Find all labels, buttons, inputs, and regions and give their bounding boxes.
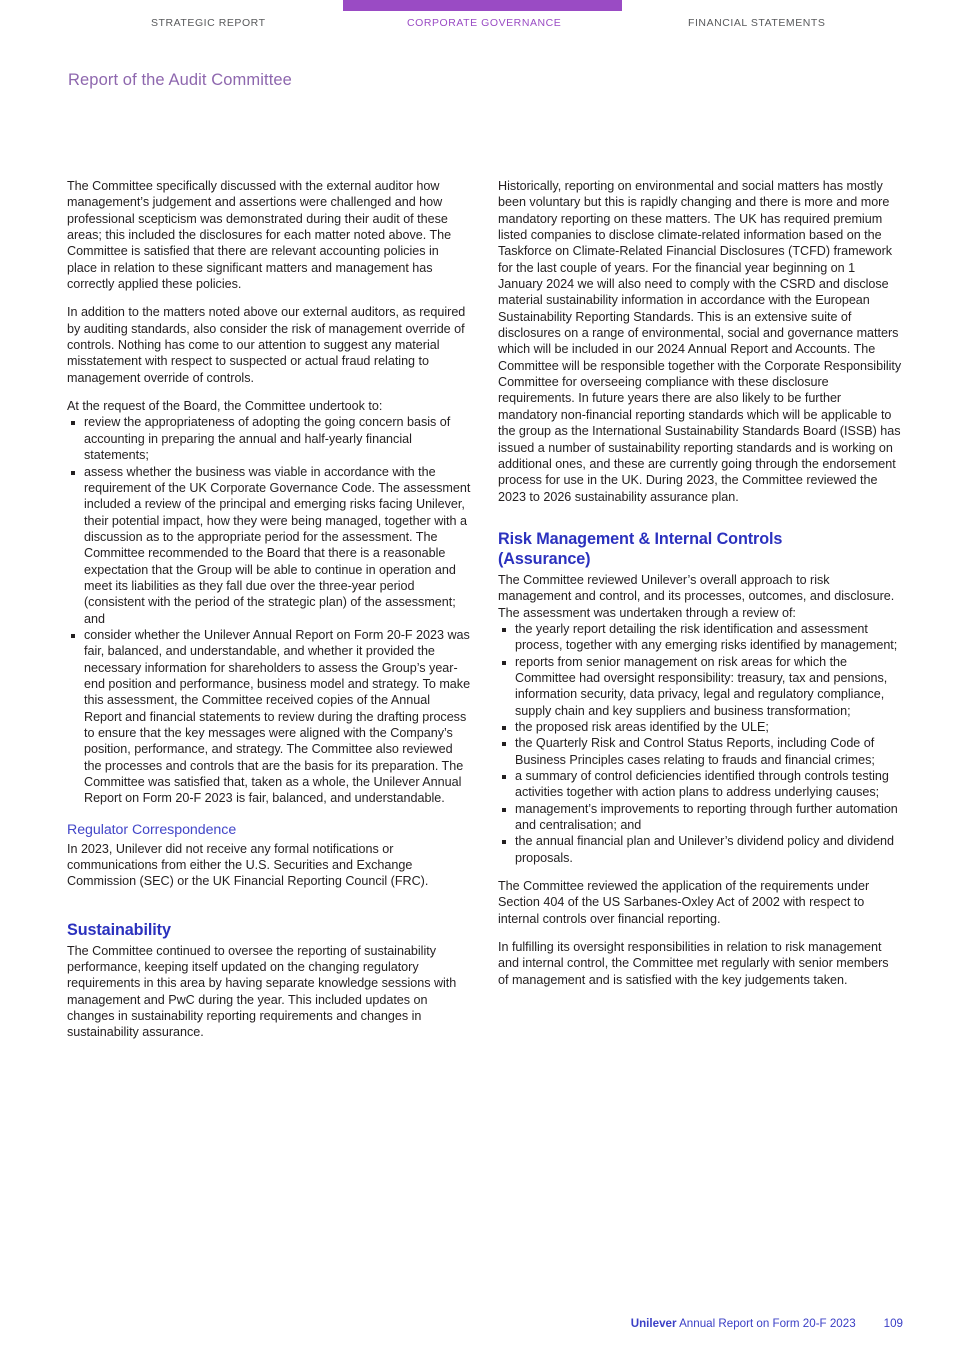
section-heading-sustainability: Sustainability: [67, 920, 171, 939]
section-heading-risk-management: [498, 529, 902, 569]
active-tab-accent-bar: [343, 0, 622, 11]
list-item: a summary of control deficiencies identified through controls testing activities together with action plans to address underlying causes;: [498, 768, 902, 801]
list-item: the Quarterly Risk and Control Status Reports, including Code of Business Principles cases relating to frauds and financial crimes;: [498, 735, 902, 768]
paragraph: The Committee reviewed Unilever’s overall approach to risk management and control, and its processes, outcomes, and disclosure. The assessment was undertaken through a review of:: [498, 572, 895, 620]
paragraph: The Committee reviewed the application of the requirements under Section 404 of the US Sarbanes-Oxley Act of 2002 with respect to internal controls over financial reporting.: [498, 879, 870, 926]
footer-page-number: 109: [883, 1317, 903, 1330]
page-footer: [0, 1317, 968, 1330]
footer-brand: Unilever: [630, 1317, 677, 1330]
left-column: [67, 178, 471, 1053]
section-heading-line-1: Risk Management & Internal Controls: [498, 529, 783, 548]
footer-document-title: Annual Report on Form 20-F 2023: [676, 1317, 856, 1330]
list-item: assess whether the business was viable in accordance with the requirement of the UK Corporate Governance Code. The assessment included a review of the principal and emerging risks facing Unilever, their potential impact, how they were being managed, together with a discussion as to the appropriate period for the assessment. The Committee recommended to the Board that there is a reasonable expectation that the Group will be able to continue in operation and meet its liabilities as they fall due over the three-year period (consistent with the period of the strategic plan) of the assessment; and: [67, 464, 471, 627]
right-column: [498, 178, 902, 1053]
list-item: reports from senior management on risk areas for which the Committee had oversight responsibility: treasury, tax and pensions, information security, data privacy, legal and regulatory compliance, supply chain and key suppliers and business transformation;: [498, 654, 902, 719]
paragraph: In addition to the matters noted above our external auditors, as required by auditing standards, also consider the risk of management override of controls. Nothing has come to our attention to suggest any material misstatement with respect to suspected or actual fraud relating to management override of controls.: [67, 305, 466, 385]
list-item: the proposed risk areas identified by the ULE;: [498, 719, 902, 735]
paragraph: The Committee specifically discussed with the external auditor how management’s judgement and assertions were challenged and how professional scepticism was demonstrated during their audit of these areas; this included the disclosures for each matter noted above. The Committee is satisfied that there are relevant accounting policies in place in relation to these significant matters and management has correctly applied these policies.: [67, 179, 452, 292]
nav-item-strategic-report[interactable]: STRATEGIC REPORT: [151, 17, 266, 29]
subheading-regulator-correspondence: Regulator Correspondence: [67, 821, 237, 838]
list-item: the yearly report detailing the risk identification and assessment process, together with any emerging risks identified by management;: [498, 621, 902, 654]
nav-item-corporate-governance[interactable]: CORPORATE GOVERNANCE: [407, 17, 562, 29]
section-heading-line-2: (Assurance): [498, 549, 591, 568]
paragraph: At the request of the Board, the Committee undertook to:: [67, 399, 383, 414]
list-item: consider whether the Unilever Annual Report on Form 20-F 2023 was fair, balanced, and understandable, and whether it provided the necessary information for shareholders to assess the Group’s year-end position and performance, business model and strategy. To make this assessment, the Committee received copies of the Annual Report and financial statements to review during the drafting process to ensure that the key messages were aligned with the Company’s position, performance, and strategy. The Committee also reviewed the processes and controls that are the basis for its preparation. The Committee was satisfied that, taken as a whole, the Unilever Annual Report on Form 20-F 2023 is fair, balanced, and understandable.: [67, 627, 471, 807]
list-item: review the appropriateness of adopting the going concern basis of accounting in preparing the annual and half-yearly financial statements;: [67, 414, 471, 463]
paragraph: The Committee continued to oversee the reporting of sustainability performance, keeping itself updated on the changing regulatory requirements in this area by having separate knowledge sessions with management and PwC during the year. This included updates on changes in sustainability reporting requirements and changes in sustainability assurance.: [67, 943, 457, 1040]
list-item: the annual financial plan and Unilever’s dividend policy and dividend proposals.: [498, 833, 902, 866]
top-navigation: [0, 0, 968, 36]
paragraph: Historically, reporting on environmental and social matters has mostly been voluntary but this is rapidly changing and there is more and more mandatory reporting on these matters. The UK has required premium listed companies to disclose climate-related information based on the Taskforce on Climate-Related Financial Disclosures (TCFD) framework for the last couple of years. For the financial year beginning on 1 January 2024 we will also need to comply with the CSRD and disclose material sustainability information in accordance with the European Sustainability Reporting Standards. This is an extensive suite of disclosures on a range of environmental, social and governance matters which will be included in our 2024 Annual Report and Accounts. The Committee will be responsible together with the Corporate Responsibility Committee for overseeing compliance with these disclosure requirements. In future years there are also likely to be further mandatory non-financial reporting standards which will be applicable to the group as the International Sustainability Standards Board (ISSB) has issued a number of sustainability reporting standards and is working on additional ones, and these are currently going through the endorsement process for use in the UK. During 2023, the Committee reviewed the 2023 to 2026 sustainability assurance plan.: [498, 179, 902, 504]
list-item: management’s improvements to reporting through further automation and centralisation; and: [498, 801, 902, 834]
paragraph: In fulfilling its oversight responsibilities in relation to risk management and internal control, the Committee met regularly with senior members of management and is satisfied with the key judgements taken.: [498, 940, 889, 987]
nav-item-financial-statements[interactable]: FINANCIAL STATEMENTS: [688, 17, 826, 29]
committee-undertakings-list: [67, 414, 471, 806]
paragraph: In 2023, Unilever did not receive any formal notifications or communications from either the U.S. Securities and Exchange Commission (SEC) or the UK Financial Reporting Council (FRC).: [67, 841, 429, 889]
page-title: Report of the Audit Committee: [68, 71, 292, 89]
risk-review-list: [498, 621, 902, 866]
page-body: [67, 178, 903, 1053]
